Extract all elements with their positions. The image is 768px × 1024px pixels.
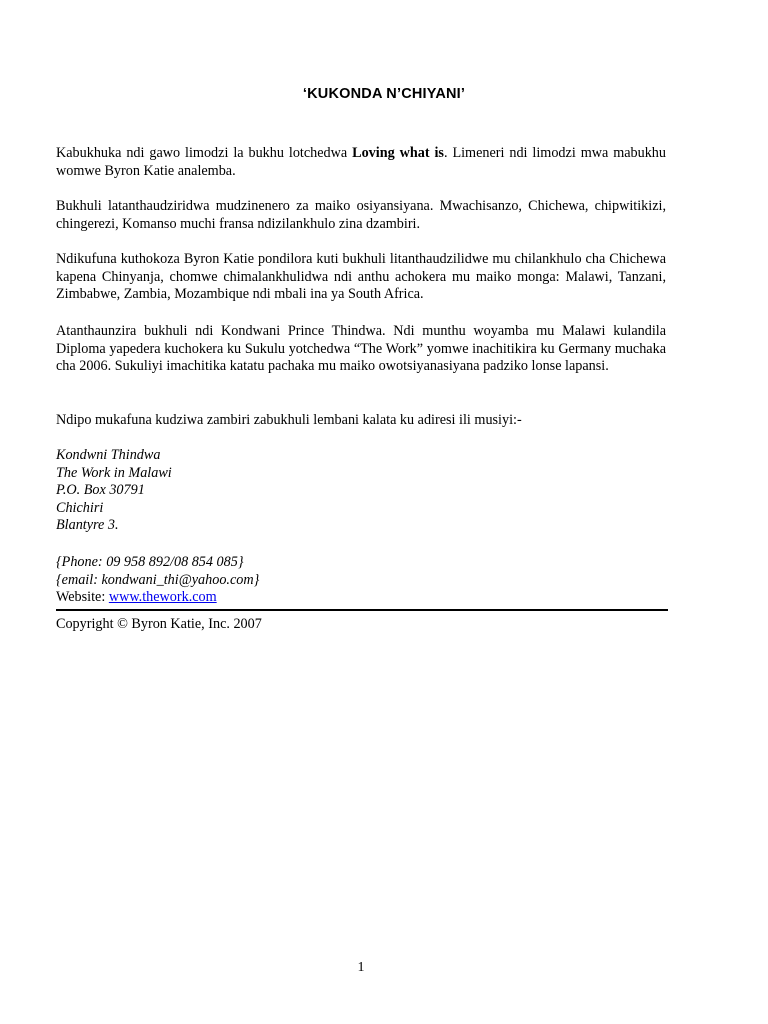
intro-paragraph <box>56 145 666 180</box>
book-title: Loving what is <box>352 145 444 161</box>
phone-line: {Phone: 09 958 892/08 854 085} <box>56 554 244 570</box>
document-title: ‘KUKONDA N’CHIYANI’ <box>302 86 466 102</box>
thanks-paragraph: Ndikufuna kuthokoza Byron Katie pondilora kuti bukhuli litanthaudzilidwe mu chilankhulo cha Chichewa kapena Chinyanja, chomwe chimalankhulidwa ndi anthu achokera mu maiko monga: Malawi, Tanzani, Zimbabwe, Zambia, Mozambique ndi mbali ina ya South Africa. <box>56 251 666 303</box>
address-organization: The Work in Malawi <box>56 464 172 481</box>
email-line: {email: kondwani_thi@yahoo.com} <box>56 571 260 588</box>
address-city: Blantyre 3. <box>56 517 119 534</box>
contact-details <box>56 554 259 607</box>
address-po-box: P.O. Box 30791 <box>56 482 145 499</box>
website-line <box>56 589 259 607</box>
copyright-notice: Copyright © Byron Katie, Inc. 2007 <box>56 616 262 632</box>
postal-address <box>56 447 172 535</box>
address-name: Kondwni Thindwa <box>56 447 161 463</box>
website-link[interactable]: www.thework.com <box>108 589 217 606</box>
intro-text-end: . Limeneri ndi limodzi mwa mabukhu womwe Byron Katie analemba. <box>56 145 666 179</box>
translations-paragraph: Bukhuli latanthaudziridwa mudzinenero za maiko osiyansiyana. Mwachisanzo, Chichewa, chipwitikizi, chingerezi, Komanso muchi fransa ndizilankhulo zina dzambiri. <box>56 198 666 232</box>
translator-paragraph: Atanthaunzira bukhuli ndi Kondwani Prince Thindwa. Ndi munthu woyamba mu Malawi kulandila Diploma yapedera kuchokera ku Sukulu yotchedwa “The Work” yomwe inachitikira ku Germany muchaka cha 2006. Sukuliyi imachitika katatu pachaka mu maiko owotsiyanasiyana padziko lonse lapansi. <box>56 323 666 375</box>
horizontal-rule <box>56 609 668 611</box>
page-number: 1 <box>357 960 365 975</box>
website-label: Website: <box>56 589 109 606</box>
address-area: Chichiri <box>56 499 104 516</box>
contact-invitation-paragraph: Ndipo mukafuna kudziwa zambiri zabukhuli lembani kalata ku adiresi ili musiyi:- <box>56 412 522 428</box>
intro-text-start: Kabukhuka ndi gawo limodzi la bukhu lotchedwa <box>56 145 353 161</box>
